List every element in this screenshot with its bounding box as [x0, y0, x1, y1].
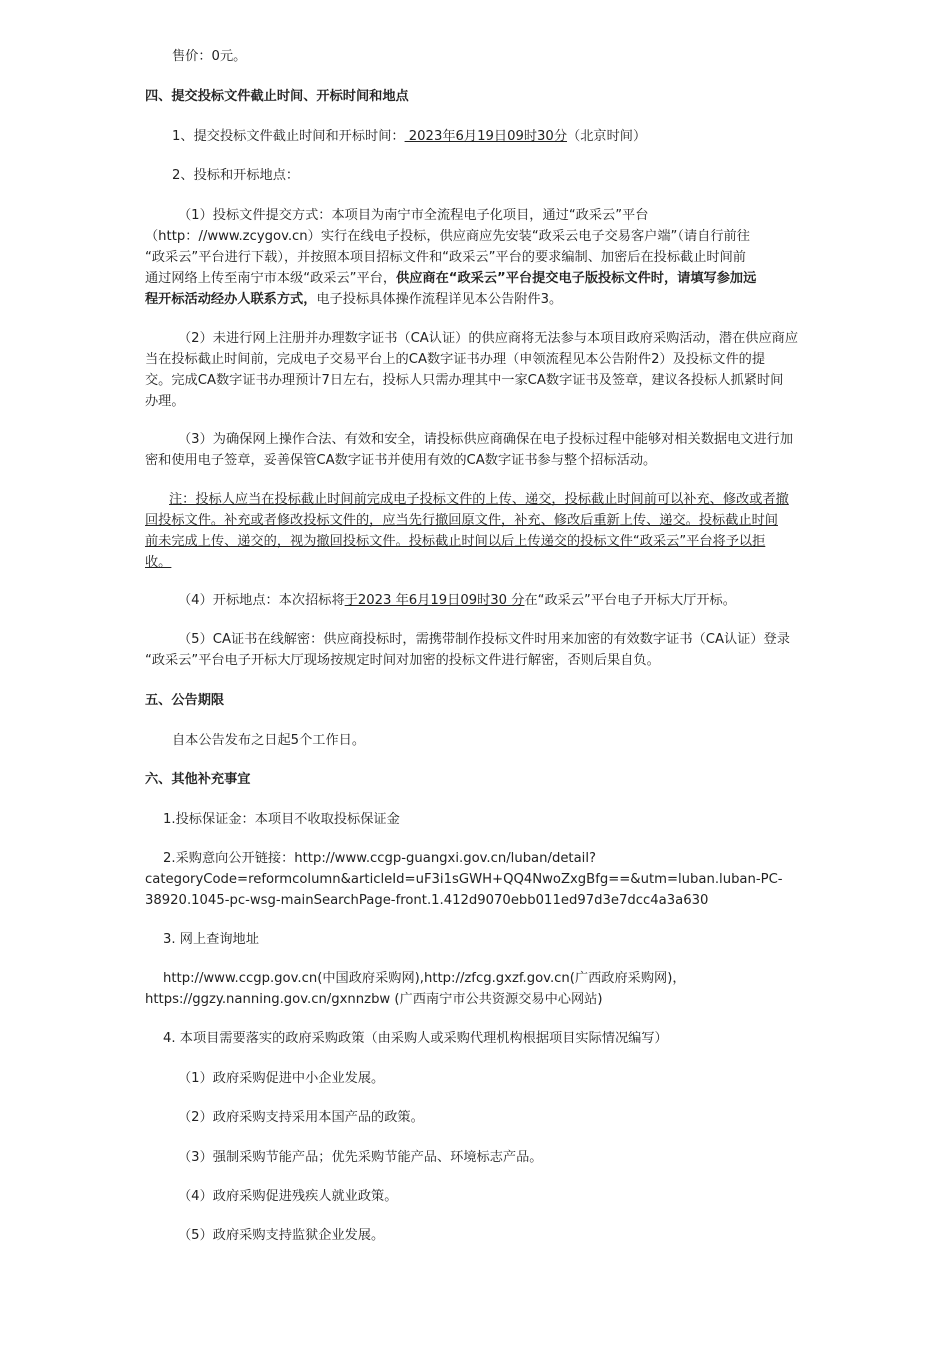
- deadline-line: [172, 127, 646, 147]
- note-line-2: 回投标文件。补充或者修改投标文件的，应当先行撤回原文件，补充、修改后重新上传、递交。投标截止时间: [145, 513, 778, 528]
- note-line-4: 收。: [145, 555, 172, 570]
- deadline-date: 2023年6月19日09时30分: [404, 129, 568, 144]
- p1-line-4-bold: 供应商在“政采云”平台提交电子版投标文件时，请填写参加远: [396, 271, 757, 286]
- opening-location-line: [178, 591, 736, 611]
- p2-line-1: （2）未进行网上注册并办理数字证书（CA认证）的供应商将无法参与本项目政府采购活动，潜在供应商应: [178, 331, 799, 346]
- p1-line-2: （http：//www.zcygov.cn）实行在线电子投标，供应商应先安装“政采云电子交易客户端”（请自行前往: [145, 229, 750, 244]
- announcement-period: 自本公告发布之日起5个工作日。: [172, 733, 366, 748]
- p5-line-1: （5）CA证书在线解密：供应商投标时，需携带制作投标文件时用来加密的有效数字证书（CA认证）登录: [178, 632, 790, 647]
- intent-link-line-3: 38920.1045-pc-wsg-mainSearchPage-front.1.412d9070ebb011ed97d3e7dcc4a3a630: [145, 893, 709, 908]
- p3-line-1: （3）为确保网上操作合法、有效和安全，请投标供应商确保在电子投标过程中能够对相关数据电文进行加: [178, 432, 794, 447]
- p2-line-4: 办理。: [145, 394, 185, 409]
- query-address-line-1: http://www.ccgp.gov.cn(中国政府采购网),http://zfcg.gxzf.gov.cn(广西政府采购网)，: [163, 971, 686, 986]
- note-line-1: 注：投标人应当在投标截止时间前完成电子投标文件的上传、递交，投标截止时间前可以补充、修改或者撤: [169, 492, 789, 507]
- p3-line-2: 密和使用电子签章，妥善保管CA数字证书并使用有效的CA数字证书参与整个招标活动。: [145, 453, 657, 468]
- policy-item: （2）政府采购支持采用本国产品的政策。: [178, 1110, 424, 1125]
- policy-item: （1）政府采购促进中小企业发展。: [178, 1071, 385, 1086]
- p1-line-5-bold: 程开标活动经办人联系方式，: [145, 292, 317, 307]
- deadline-label: 1、提交投标文件截止时间和开标时间：: [172, 129, 405, 144]
- p1-line-1: （1）投标文件提交方式：本项目为南宁市全流程电子化项目，通过“政采云”平台: [178, 208, 649, 223]
- note-line-3: 前未完成上传、递交的，视为撤回投标文件。投标截止时间以后上传递交的投标文件“政采云”平台将予以拒: [145, 534, 766, 549]
- price-line: 售价：0元。: [172, 49, 247, 64]
- opening-label: （4）开标地点：本次招标将: [178, 593, 345, 608]
- bid-bond-line: 1.投标保证金：本项目不收取投标保证金: [163, 812, 400, 827]
- p2-line-3: 交。完成CA数字证书办理预计7日左右，投标人只需办理其中一家CA数字证书及签章，建议各投标人抓紧时间: [145, 373, 784, 388]
- p5-line-2: “政采云”平台电子开标大厅现场按规定时间对加密的投标文件进行解密，否则后果自负。: [145, 653, 660, 668]
- policy-item: （5）政府采购支持监狱企业发展。: [178, 1228, 385, 1243]
- location-line: 2、投标和开标地点：: [172, 168, 300, 183]
- p1-line-4-text: 通过网络上传至南宁市本级“政采云”平台，: [145, 271, 397, 286]
- p2-line-2: 当在投标截止时间前，完成电子交易平台上的CA数字证书办理（申领流程见本公告附件2）及投标文件的提: [145, 352, 766, 367]
- section-5-heading: 五、公告期限: [145, 693, 225, 708]
- query-address-line-2: https://ggzy.nanning.gov.cn/gxnnzbw (广西南宁市公共资源交易中心网站): [145, 992, 603, 1007]
- policy-intro: 4. 本项目需要落实的政府采购政策（由采购人或采购代理机构根据项目实际情况编写）: [163, 1031, 668, 1046]
- opening-place: 在“政采云”平台电子开标大厅开标。: [524, 593, 736, 608]
- policy-item: （3）强制采购节能产品；优先采购节能产品、环境标志产品。: [178, 1150, 543, 1165]
- query-address-label: 3. 网上查询地址: [163, 932, 259, 947]
- p1-line-5-text: 电子投标具体操作流程详见本公告附件3。: [316, 292, 563, 307]
- deadline-timezone: （北京时间）: [567, 129, 647, 144]
- section-4-heading: 四、提交投标文件截止时间、开标时间和地点: [145, 89, 409, 104]
- intent-link-line-1: 2.采购意向公开链接：http://www.ccgp-guangxi.gov.cn/luban/detail?: [163, 851, 597, 866]
- section-6-heading: 六、其他补充事宜: [145, 772, 251, 787]
- policy-item: （4）政府采购促进残疾人就业政策。: [178, 1189, 398, 1204]
- p1-line-5: [145, 290, 562, 310]
- opening-date: 于2023 年6月19日09时30 分: [344, 593, 525, 608]
- intent-link-line-2: categoryCode=reformcolumn&articleId=uF3i1sGWH+QQ4NwoZxgBfg==&utm=luban.luban-PC-: [145, 872, 783, 887]
- p1-line-4: [145, 269, 756, 289]
- p1-line-3: “政采云”平台进行下载），并按照本项目招标文件和“政采云”平台的要求编制、加密后在投标截止时间前: [145, 250, 746, 265]
